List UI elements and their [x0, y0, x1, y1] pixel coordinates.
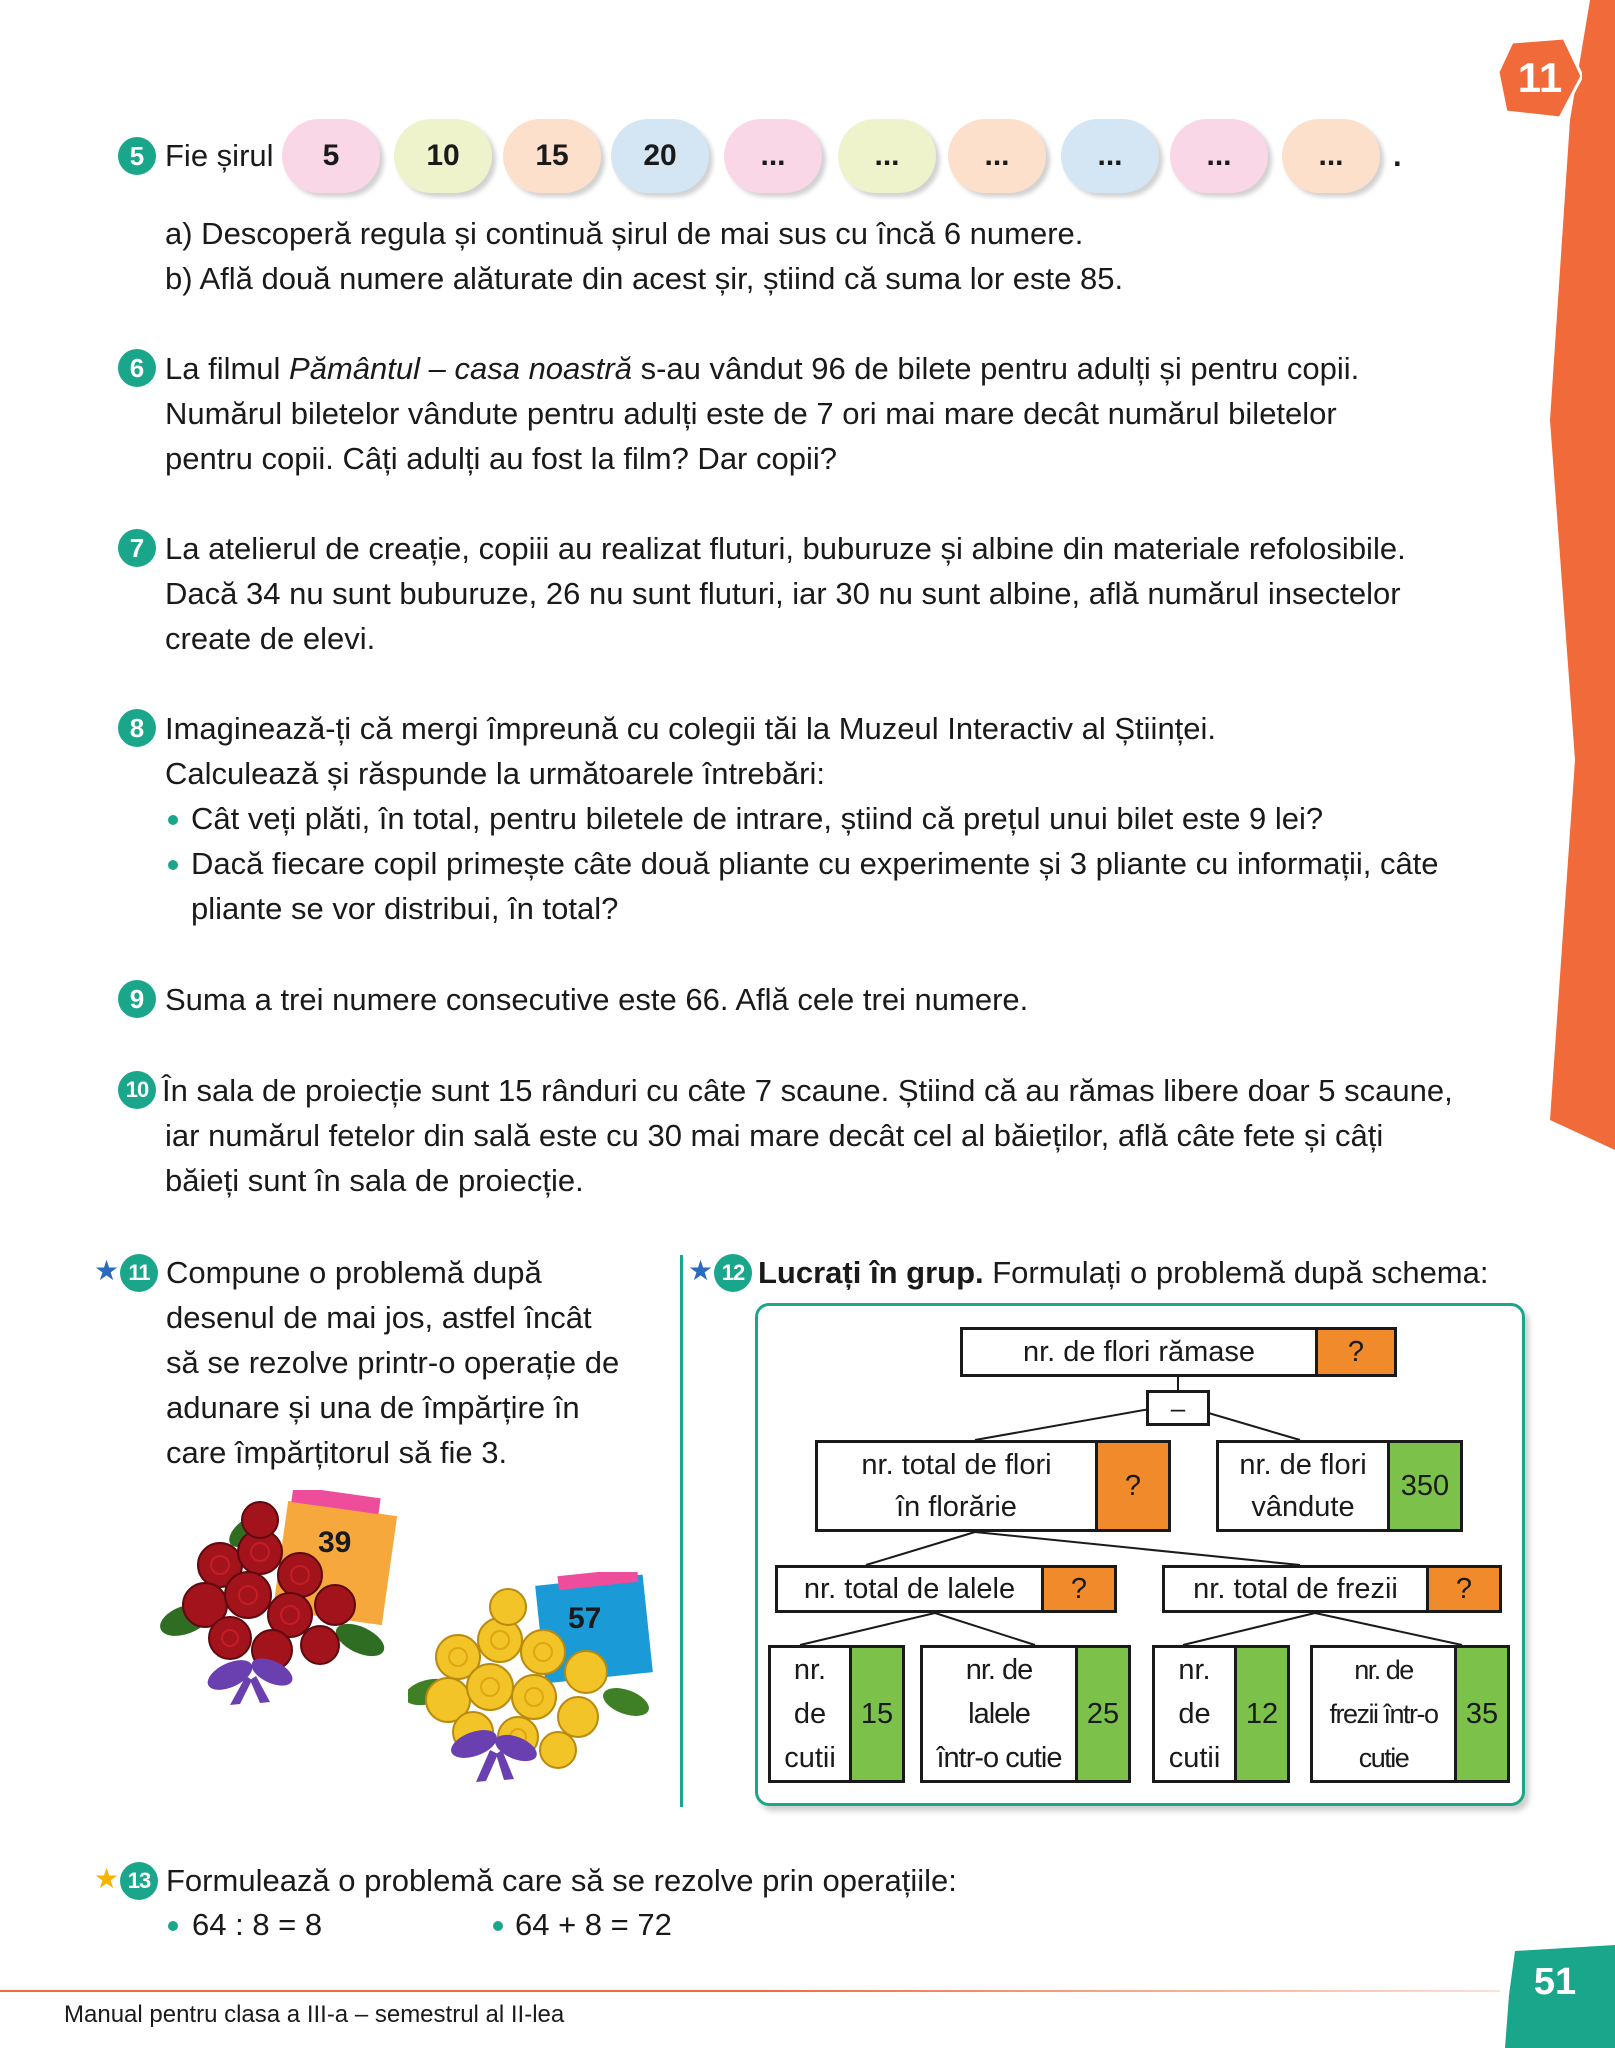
exercise-number-10: 10	[118, 1071, 156, 1109]
schema-operator-minus: –	[1146, 1390, 1210, 1426]
exercise-number-9: 9	[118, 980, 156, 1018]
ex8-bullet-2a: Dacă fiecare copil primește câte două pliante cu experimente și 3 pliante cu informații, câte	[191, 846, 1439, 881]
footer-rule	[0, 1990, 1500, 1992]
ex7-line-1: La atelierul de creație, copiii au realizat fluturi, buburuze și albine din materiale refolosibile.	[165, 531, 1406, 566]
star-icon: ★	[94, 1255, 120, 1286]
ex5-label: Fie șirul	[165, 138, 274, 173]
bullet	[493, 1921, 503, 1931]
ex9-line-1: Suma a trei numere consecutive este 66. Află cele trei numere.	[165, 982, 1029, 1017]
ex5-part-a: a) Descoperă regula și continuă șirul de mai sus cu încă 6 numere.	[165, 216, 1084, 251]
schema-box-freesias-per-box: nr. de frezii într-o cutie 35	[1310, 1645, 1510, 1783]
price-tag-57: 57	[568, 1602, 602, 1635]
ex7-line-3: create de elevi.	[165, 621, 376, 656]
ex6-line-1: La filmul Pământul – casa noastră s-au vândut 96 de bilete pentru adulți și pentru copii.	[165, 351, 1360, 386]
sequence-item-3: 15	[503, 119, 601, 193]
ex10-line-3: băieți sunt în sala de proiecție.	[165, 1163, 584, 1198]
sequence-item-2: 10	[394, 119, 492, 193]
exercise-number-12: 12	[714, 1254, 752, 1292]
sequence-end: .	[1393, 138, 1402, 173]
ex10-line-1: În sala de proiecție sunt 15 rânduri cu câte 7 scaune. Știind că au rămas libere doar 5 scaune,	[162, 1073, 1453, 1108]
sequence-item-1: 5	[282, 119, 380, 193]
page-number: 51	[1505, 1945, 1615, 2048]
exercise-number-13: 13	[120, 1862, 158, 1900]
schema-box-tulips-per-box: nr. de lalele într-o cutie 25	[920, 1645, 1131, 1783]
schema-box-total-flowers: nr. total de flori în florărie ?	[815, 1440, 1171, 1532]
ex13-text: Formulează o problemă care să se rezolve prin operațiile:	[166, 1863, 957, 1898]
sequence-item-7: ...	[948, 119, 1046, 193]
ex6-line-3: pentru copii. Câți adulți au fost la film? Dar copii?	[165, 441, 837, 476]
ex13-operation-2: 64 + 8 = 72	[515, 1907, 672, 1942]
footer-text: Manual pentru clasa a III-a – semestrul al II-lea	[64, 2001, 565, 2028]
sequence-item-4: 20	[611, 119, 709, 193]
ex11-line-5: care împărțitorul să fie 3.	[166, 1435, 508, 1470]
ex13-operation-1: 64 : 8 = 8	[192, 1907, 323, 1942]
sequence-item-5: ...	[724, 119, 822, 193]
sequence-item-6: ...	[838, 119, 936, 193]
ex11-line-4: adunare și una de împărțire în	[166, 1390, 580, 1425]
ex12-instruction: Lucrați în grup. Formulați o problemă după schema:	[758, 1255, 1489, 1290]
star-icon: ★	[688, 1255, 714, 1286]
star-icon: ★	[94, 1863, 120, 1894]
exercise-number-6: 6	[118, 349, 156, 387]
ex7-line-2: Dacă 34 nu sunt buburuze, 26 nu sunt fluturi, iar 30 nu sunt albine, află numărul insectelor	[165, 576, 1401, 611]
schema-box-total-freesias: nr. total de frezii ?	[1162, 1565, 1502, 1613]
ex11-line-3: să se rezolve printr-o operație de	[166, 1345, 620, 1380]
ex8-line-2: Calculează și răspunde la următoarele întrebări:	[165, 756, 825, 791]
ex11-line-1: Compune o problemă după	[166, 1255, 542, 1290]
chapter-badge: 11	[1498, 38, 1582, 118]
sequence-item-9: ...	[1170, 119, 1268, 193]
price-tag-39: 39	[318, 1526, 352, 1559]
exercise-number-5: 5	[118, 137, 156, 175]
ex6-line-2: Numărul biletelor vândute pentru adulți este de 7 ori mai mare decât numărul biletelor	[165, 396, 1337, 431]
bullet	[168, 1921, 178, 1931]
ex11-line-2: desenul de mai jos, astfel încât	[166, 1300, 592, 1335]
ex10-line-2: iar numărul fetelor din sală este cu 30 mai mare decât cel al băieților, află câte fete și câți	[165, 1118, 1384, 1153]
schema-box-remaining-flowers: nr. de flori rămase ?	[960, 1327, 1397, 1377]
ex5-part-b: b) Află două numere alăturate din acest șir, știind că suma lor este 85.	[165, 261, 1124, 296]
exercise-number-8: 8	[118, 709, 156, 747]
ex8-line-1: Imaginează-ți că mergi împreună cu colegii tăi la Muzeul Interactiv al Științei.	[165, 711, 1217, 746]
schema-box-tulip-boxes: nr. de cutii 15	[768, 1645, 905, 1783]
sequence-item-8: ...	[1061, 119, 1159, 193]
schema-box-sold-flowers: nr. de flori vândute 350	[1216, 1440, 1463, 1532]
sequence-item-10: ...	[1282, 119, 1380, 193]
exercise-number-7: 7	[118, 529, 156, 567]
schema-box-freesia-boxes: nr. de cutii 12	[1152, 1645, 1290, 1783]
ex8-bullet-1: Cât veți plăti, în total, pentru biletele de intrare, știind că prețul unui bilet este 9 lei?	[191, 801, 1324, 836]
ex8-bullet-2b: pliante se vor distribui, în total?	[191, 891, 619, 926]
schema-box-total-tulips: nr. total de lalele ?	[775, 1565, 1117, 1613]
exercise-number-11: 11	[120, 1254, 158, 1292]
